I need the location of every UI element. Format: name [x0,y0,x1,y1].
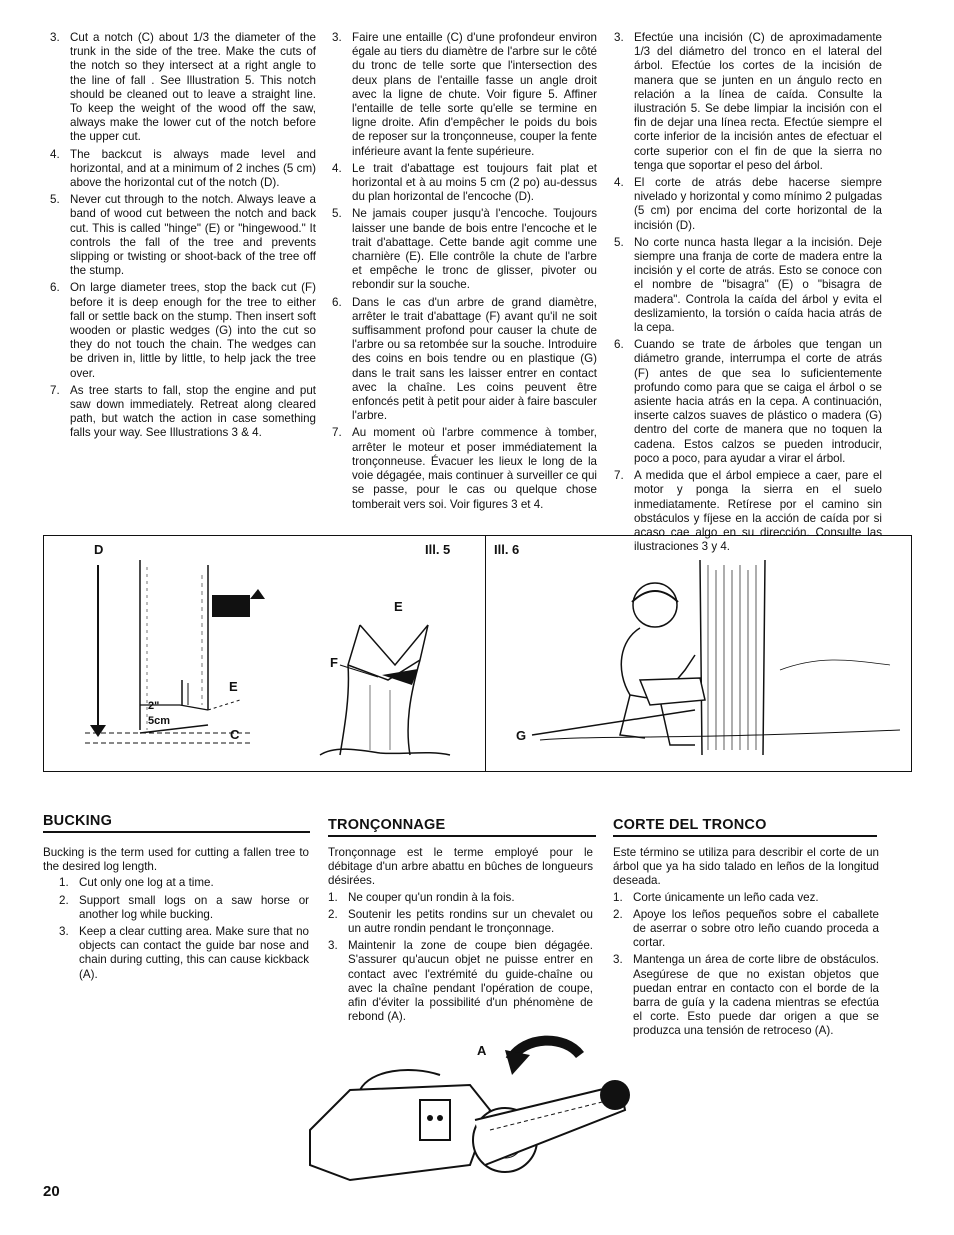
list-item: 6. On large diameter trees, stop the back cut (F) before it is deep enough for the tree to either fall or settle back on the stump. Then insert soft wooden or plastic wedges (G) into the cut so they do not touch the chain. The wedges can be driven in, little by little, to help jack the tree over. [50,281,316,380]
list-item: 2. Apoye los leños pequeños sobre el caballete de aserrar o sobre otro leño cuando proceda a cortar. [613,907,879,950]
list-item: 3. Maintenir la zone de coupe bien dégagée. S'assurer qu'aucun objet ne puisse entrer en contact avec l'extrémité du guide-chaîne ou avec la chaîne pendant l'opération de coupe, afin d'éviter la possibilité d'un phénomène de rebond (A). [328,939,593,1024]
list-item: 4. Le trait d'abattage est toujours fait plat et horizontal et à au moins 5 cm (2 po) au-dessus du plan horizontal de l'encoche (D). [332,161,597,204]
spanish-felling-list [614,31,882,554]
list-item: 7. As tree starts to fall, stop the engine and put saw down immediately. Retreat along cleared path, but watch the action in case something falls your way. See Illustrations 3 & 4. [50,383,316,440]
stump-illustration [300,605,480,765]
label-f: F [330,655,338,670]
list-item: 6. Dans le cas d'un arbre de grand diamètre, arrêter le trait d'abattage (F) avant qu'il ne soit suffisamment profond pour causer la chute de l'arbre ou sa retombée sur la souche. Introduire des coins en bois tendre ou en plastique (G) dans le trait sans les laisser entrer en contact avec la chaîne. Les coins peuvent être enfoncés petit à petit pour aider à faire basculer l'arbre. [332,295,597,423]
list-item: 3. Mantenga un área de corte libre de obstáculos. Asegúrese de que no existan objetos que puedan entrar en contacto con el borde de la barra de guía y la cadena mientras se efectúa el corte. Esto puede dar origen a que se produzca una tensión de retroceso (A). [613,953,879,1038]
french-felling-column [332,31,597,515]
list-item: 3. Keep a clear cutting area. Make sure that no objects can contact the guide bar nose and chain during cutting, this can cause kickback (A). [59,925,309,981]
label-a: A [477,1043,487,1058]
list-item: 2. Soutenir les petits rondins sur un chevalet ou un autre rondin pendant le tronçonnage. [328,907,593,936]
label-5-cm: 5cm [148,715,171,727]
list-item: 5. Never cut through to the notch. Always leave a band of wood cut between the notch and back cut. This is called "hinge" (E) or "hingewood." It controls the fall of the tree and prevents slipping or twisting or shoot-back of the tree off the stump. [50,193,316,278]
english-bucking-title: BUCKING [43,813,310,833]
english-felling-column [50,31,316,444]
spanish-bucking-column [613,846,879,1042]
list-item: 3. Cut a notch (C) about 1/3 the diameter of the trunk in the side of the tree. Make the cuts of the notch so they intersect at a right angle to the line of fall . See Illustration 5. This notch should be cleaned out to leave a straight line. To keep the weight of the wood off the saw, always make the lower cut of the notch before the upper cut. [50,31,316,144]
ill5-label: Ill. 5 [425,542,451,557]
list-item: 1. Corte únicamente un leño cada vez. [613,890,819,904]
list-item: 3. Efectúe una incisión (C) de aproximadamente 1/3 del diámetro del tronco en el lateral del árbol. Efectúe los cortes de la incisión de manera que se junten en un ángulo recto en relación a la línea de caída. Consulte la ilustración 5. Se debe limpiar la incisión con el fin de dejar una línea recta. Efectúe siempre el corte inferior de la incisión antes de efectuar el corte superior con el fin de que la sierra no tenga que soportar el peso del árbol. [614,31,882,172]
illustration-divider [485,535,486,772]
notch-diagram-illustration [60,555,260,765]
page-number: 20 [43,1183,60,1200]
english-bucking-list [59,876,309,981]
list-item: 4. El corte de atrás debe hacerse siempre nivelado y horizontal y como mínimo 2 pulgadas (5 cm) por encima del corte horizontal de la incisión (D). [614,176,882,232]
label-e-hinge: E [394,599,403,614]
felling-person-illustration [520,560,900,765]
label-g: G [516,728,527,743]
kickback-chainsaw-illustration [290,1030,650,1190]
french-bucking-intro: Tronçonnage est le terme employé pour le débitage d'un arbre abattu en bûches de longueurs désirées. [328,846,593,888]
label-2-inch: 2" [148,700,160,712]
english-bucking-column [43,846,309,985]
label-e-notch: E [229,679,238,694]
list-item: 6. Cuando se trate de árboles que tengan un diámetro grande, interrumpa el corte de atrás (F) antes de que sea lo suficientemente profundo como para que se caiga el árbol o se asiente hacia atrás en la cepa. A continuación, inserte calzos suaves de plástico o madera (G) dentro del corte de manera que no toquen la cadena. Estos calzos se pueden introducir, poco a poco, para ayudar a virar el árbol. [614,338,882,465]
list-item: 4. The backcut is always made level and horizontal, and at a minimum of 2 inches (5 cm) above the horizontal cut of the notch (D). [50,147,316,190]
french-bucking-column [328,846,593,1027]
spanish-felling-column [614,31,882,557]
french-bucking-list [328,891,593,1025]
english-bucking-intro: Bucking is the term used for cutting a fallen tree to the desired log length. [43,846,309,874]
list-item: 3. Faire une entaille (C) d'une profondeur environ égale au tiers du diamètre de l'arbre sur le côté du tronc de telle sorte que l'intersection des deux plans de l'entaille fasse un angle droit avec la ligne de chute. Voir figure 5. Affiner l'entaille de telle sorte qu'elle se termine en ligne droite. Afin d'empêcher le poids du bois de reposer sur la tronçonneuse, couper la fente inférieure avant la fente supérieure. [332,31,597,158]
english-felling-list [50,31,316,441]
label-d: D [94,542,104,557]
list-item: 1. Cut only one log at a time. [59,876,214,890]
spanish-bucking-list [613,891,879,1039]
list-item: 7. Au moment où l'arbre commence à tomber, arrêter le moteur et poser immédiatement la tronçonneuse. Évacuer les lieux le long de la voie dégagée, mais continuer à surveiller ce qui se passe, pour le cas ou quelque chose tomberait vers soi. Voir figures 3 et 4. [332,426,597,511]
spanish-bucking-intro: Este término se utiliza para describir el corte de un árbol que ya ha sido talado en leños de la longitud deseada. [613,846,879,888]
french-felling-list [332,31,597,512]
list-item: 5. No corte nunca hasta llegar a la incisión. Deje siempre una franja de corte de madera entre la incisión y el corte de atrás. Esto se conoce con el nombre de "bisagra" (E) o "bisagra de madera". Controla la caída del árbol y evita el deslizamiento, la torsión o caída hacia atrás de la cepa. [614,235,882,335]
list-item: 5. Ne jamais couper jusqu'à l'encoche. Toujours laisser une bande de bois entre l'encoche et le trait d'abattage. Cette bande agit comme une charnière (E). Elle contrôle la chute de l'arbre et empêche le tronc de glisser, pivoter ou rebondir sur la souche. [332,207,597,292]
list-item: 2. Support small logs on a saw horse or another log while bucking. [59,893,309,921]
list-item: 7. A medida que el árbol empiece a caer, pare el motor y ponga la sierra en el suelo inmediatamente. Retírese por el camino sin obstáculos y fíjese en la acción de caída por si acaso cae algo en su dirección. Consulte las ilustraciones 3 y 4. [614,469,882,554]
french-bucking-title: TRONÇONNAGE [328,817,596,837]
spanish-bucking-title: CORTE DEL TRONCO [613,817,877,837]
ill6-label: Ill. 6 [494,542,520,557]
list-item: 1. Ne couper qu'un rondin à la fois. [328,890,515,904]
label-c: C [230,727,240,742]
